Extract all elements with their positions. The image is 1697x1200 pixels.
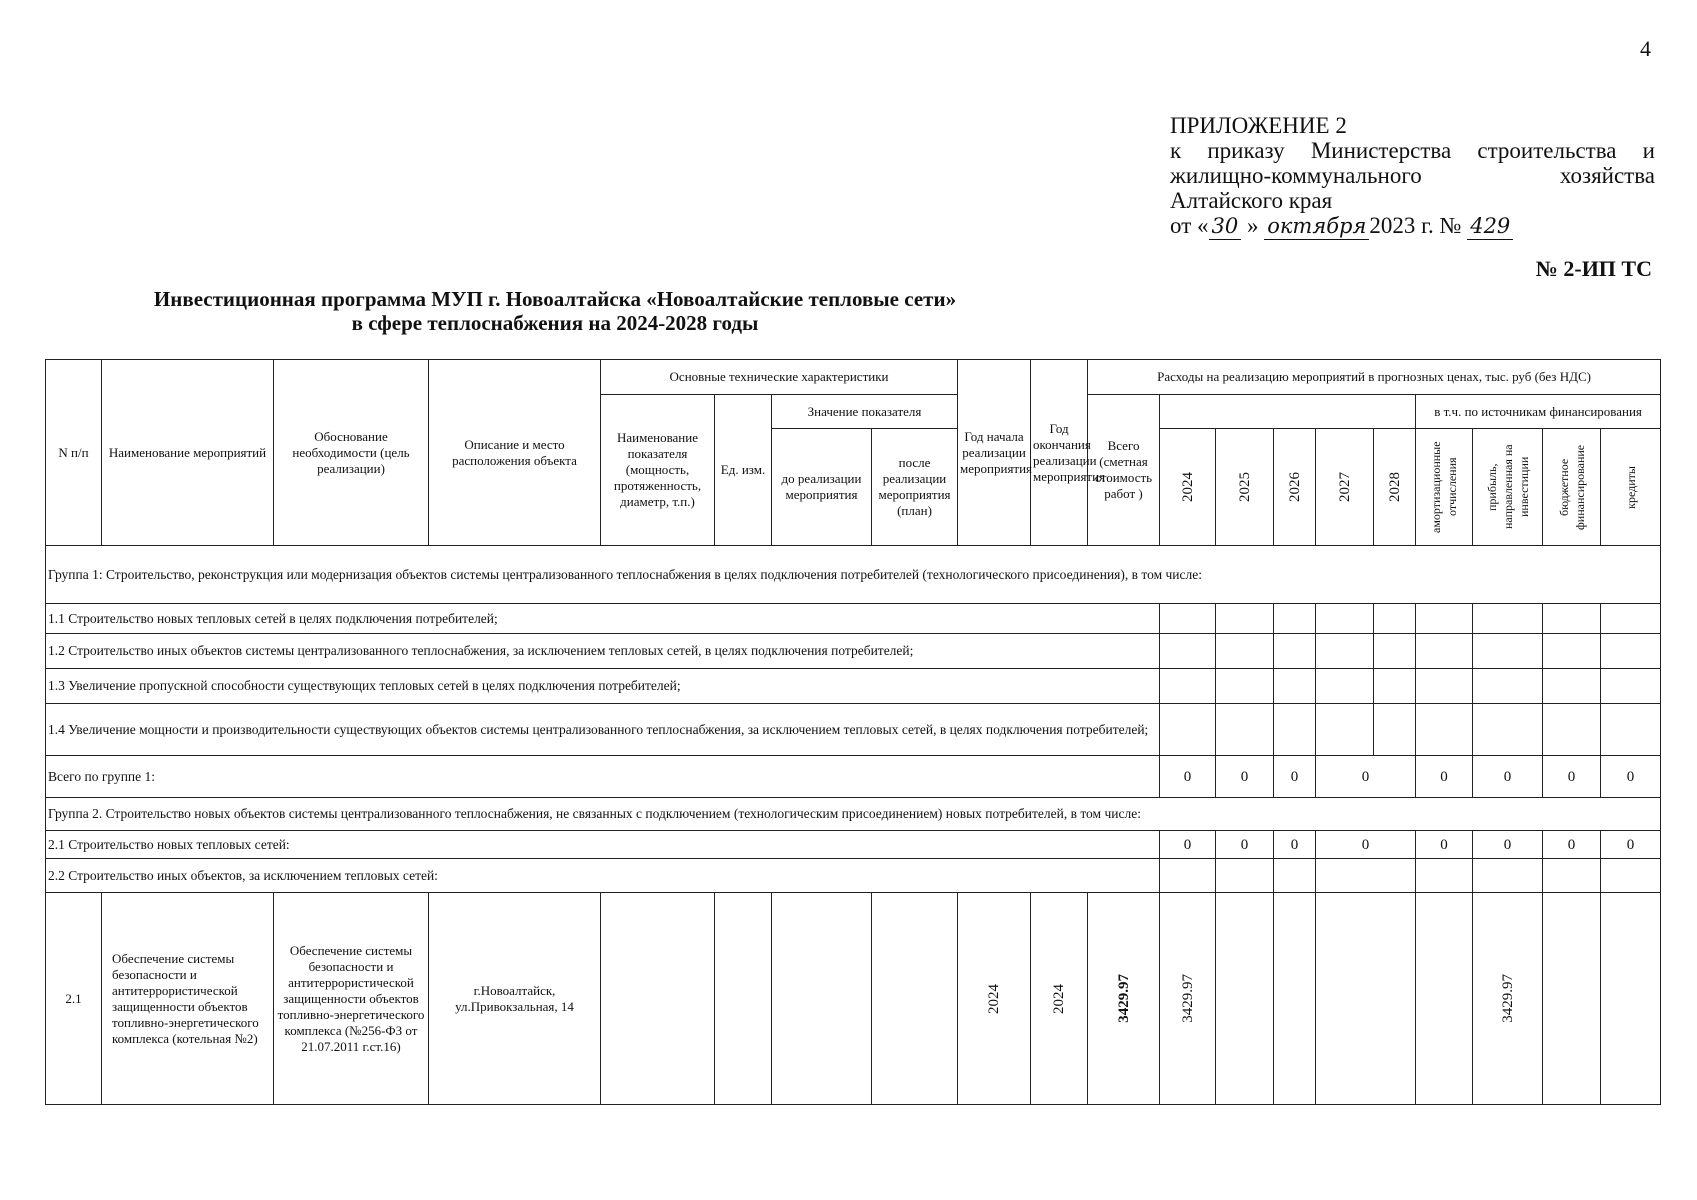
col-before: до реализации мероприятия xyxy=(772,429,872,546)
r21-src1: 0 xyxy=(1473,831,1543,859)
r21-src2: 0 xyxy=(1543,831,1601,859)
item-src1-cell xyxy=(1473,893,1543,1105)
col-expenses: Расходы на реализацию мероприятий в прогнозных ценах, тыс. руб (без НДС) xyxy=(1088,360,1661,395)
src-credits: кредиты xyxy=(1623,465,1638,509)
appendix-line1: к приказу Министерства строительства и xyxy=(1170,138,1655,163)
total1-src1: 0 xyxy=(1473,756,1543,798)
year-2026: 2026 xyxy=(1286,472,1303,502)
row-2-1-label: 2.1 Строительство новых тепловых сетей: xyxy=(46,831,1160,859)
year-2028: 2028 xyxy=(1386,472,1403,502)
col-total: Всего (сметная стоимость работ ) xyxy=(1088,395,1160,546)
item-year-start-cell xyxy=(958,893,1031,1105)
item-description: г.Новоалтайск, ул.Привокзальная, 14 xyxy=(429,893,601,1105)
col-year-2025 xyxy=(1216,429,1274,546)
item-n: 2.1 xyxy=(46,893,102,1105)
appendix-line2: жилищно-коммунального хозяйства xyxy=(1170,163,1655,188)
order-number: 429 xyxy=(1467,214,1513,240)
col-src2 xyxy=(1473,429,1543,546)
total-group1-label: Всего по группе 1: xyxy=(46,756,1160,798)
item-total: 3429.97 xyxy=(1115,974,1132,1023)
src-budget: бюджетное финансирование xyxy=(1556,444,1587,530)
total1-src2: 0 xyxy=(1543,756,1601,798)
date-day: 30 xyxy=(1209,214,1242,240)
col-name: Наименование мероприятий xyxy=(102,360,274,546)
col-indicator-name: Наименование показателя (мощность, протяженность, диаметр, т.п.) xyxy=(601,395,715,546)
col-year-2024 xyxy=(1160,429,1216,546)
year-2024: 2024 xyxy=(1179,472,1196,502)
total1-2028: 0 xyxy=(1416,756,1473,798)
total1-2027: 0 xyxy=(1316,756,1416,798)
item-src1: 3429.97 xyxy=(1499,974,1516,1023)
date-month: октября xyxy=(1264,214,1369,240)
appendix-line3: Алтайского края xyxy=(1170,188,1333,213)
row-2-2 xyxy=(46,859,1661,893)
row-1-3 xyxy=(46,669,1661,704)
total1-2026: 0 xyxy=(1274,756,1316,798)
date-year: 2023 г. № xyxy=(1369,213,1462,238)
col-n: N п/п xyxy=(46,360,102,546)
col-year-2026 xyxy=(1274,429,1316,546)
page-title xyxy=(0,287,1110,335)
col-src4 xyxy=(1601,429,1661,546)
item-2024: 3429.97 xyxy=(1179,974,1196,1023)
r21-2027: 0 xyxy=(1316,831,1416,859)
page-number: 4 xyxy=(1640,36,1651,61)
header-row-1 xyxy=(46,360,1661,395)
group2-row xyxy=(46,798,1661,831)
item-year-end-cell xyxy=(1031,893,1088,1105)
date-prefix: от « xyxy=(1170,213,1209,238)
document-number: № 2-ИП ТС xyxy=(1535,256,1652,281)
group1-label: Группа 1: Строительство, реконструкция или модернизация объектов системы централизованного теплоснабжения в целях подключения потребителей (технологического присоединения), в том числе: xyxy=(46,546,1661,604)
row-1-4 xyxy=(46,704,1661,756)
col-justification: Обоснование необходимости (цель реализации) xyxy=(274,360,429,546)
row-2-2-label: 2.2 Строительство иных объектов, за исключением тепловых сетей: xyxy=(46,859,1160,893)
item-year-end: 2024 xyxy=(1051,983,1068,1014)
row-2-1 xyxy=(46,831,1661,859)
row-1-2 xyxy=(46,634,1661,669)
group2-label: Группа 2. Строительство новых объектов системы централизованного теплоснабжения, не связанных с подключением (технологическим присоединением) новых потребителей, в том числе: xyxy=(46,798,1661,831)
item-total-cell xyxy=(1088,893,1160,1105)
total1-src3: 0 xyxy=(1601,756,1661,798)
col-tech: Основные технические характеристики xyxy=(601,360,958,395)
src-amortization: амортизационные отчисления xyxy=(1429,441,1460,533)
r21-2025: 0 xyxy=(1216,831,1274,859)
row-1-4-label: 1.4 Увеличение мощности и производительности существующих объектов системы централизованного теплоснабжения, за исключением тепловых сетей, в целях подключения потребителей; xyxy=(46,704,1160,756)
appendix-block xyxy=(1170,113,1655,240)
col-unit: Ед. изм. xyxy=(715,395,772,546)
group1-row xyxy=(46,546,1661,604)
item-2024-cell xyxy=(1160,893,1216,1105)
investment-table xyxy=(45,359,1661,1105)
item-row-2-1 xyxy=(46,893,1661,1105)
title-line2: в сфере теплоснабжения на 2024-2028 годы xyxy=(351,311,759,335)
col-years-blank xyxy=(1160,395,1416,429)
row-1-3-label: 1.3 Увеличение пропускной способности существующих тепловых сетей в целях подключения потребителей; xyxy=(46,669,1160,704)
title-line1: Инвестиционная программа МУП г. Новоалтайска «Новоалтайские тепловые сети» xyxy=(153,287,957,311)
col-indicator-value: Значение показателя xyxy=(772,395,958,429)
year-2027: 2027 xyxy=(1336,472,1353,502)
col-year-start: Год начала реализации мероприятия xyxy=(958,360,1031,546)
r21-2026: 0 xyxy=(1274,831,1316,859)
appendix-date xyxy=(1170,213,1655,240)
total-group1-row xyxy=(46,756,1661,798)
src-profit: прибыль, направленная на инвестиции xyxy=(1484,444,1531,530)
col-description: Описание и место расположения объекта xyxy=(429,360,601,546)
item-year-start: 2024 xyxy=(986,983,1003,1014)
row-1-2-label: 1.2 Строительство иных объектов системы централизованного теплоснабжения, за исключением тепловых сетей, в целях подключения потребителей; xyxy=(46,634,1160,669)
total1-2025: 0 xyxy=(1216,756,1274,798)
r21-src3: 0 xyxy=(1601,831,1661,859)
r21-2028: 0 xyxy=(1416,831,1473,859)
total1-2024: 0 xyxy=(1160,756,1216,798)
col-year-2027 xyxy=(1316,429,1374,546)
col-year-end: Год окончания реализации мероприятия xyxy=(1031,360,1088,546)
col-after: после реализации мероприятия (план) xyxy=(872,429,958,546)
year-2025: 2025 xyxy=(1236,472,1253,502)
appendix-title: ПРИЛОЖЕНИЕ 2 xyxy=(1170,113,1347,138)
r21-2024: 0 xyxy=(1160,831,1216,859)
item-name: Обеспечение системы безопасности и антитеррористической защищенности объектов топливно-энергетического комплекса (котельная №2) xyxy=(102,893,274,1105)
col-src1 xyxy=(1416,429,1473,546)
col-src3 xyxy=(1543,429,1601,546)
row-1-1-label: 1.1 Строительство новых тепловых сетей в целях подключения потребителей; xyxy=(46,604,1160,634)
date-mid: » xyxy=(1246,213,1259,238)
row-1-1 xyxy=(46,604,1661,634)
col-year-2028 xyxy=(1374,429,1416,546)
item-justification: Обеспечение системы безопасности и антитеррористической защищенности объектов топливно-энергетического комплекса (№256-ФЗ от 21.07.2011 г.ст.16) xyxy=(274,893,429,1105)
col-sources: в т.ч. по источникам финансирования xyxy=(1416,395,1661,429)
